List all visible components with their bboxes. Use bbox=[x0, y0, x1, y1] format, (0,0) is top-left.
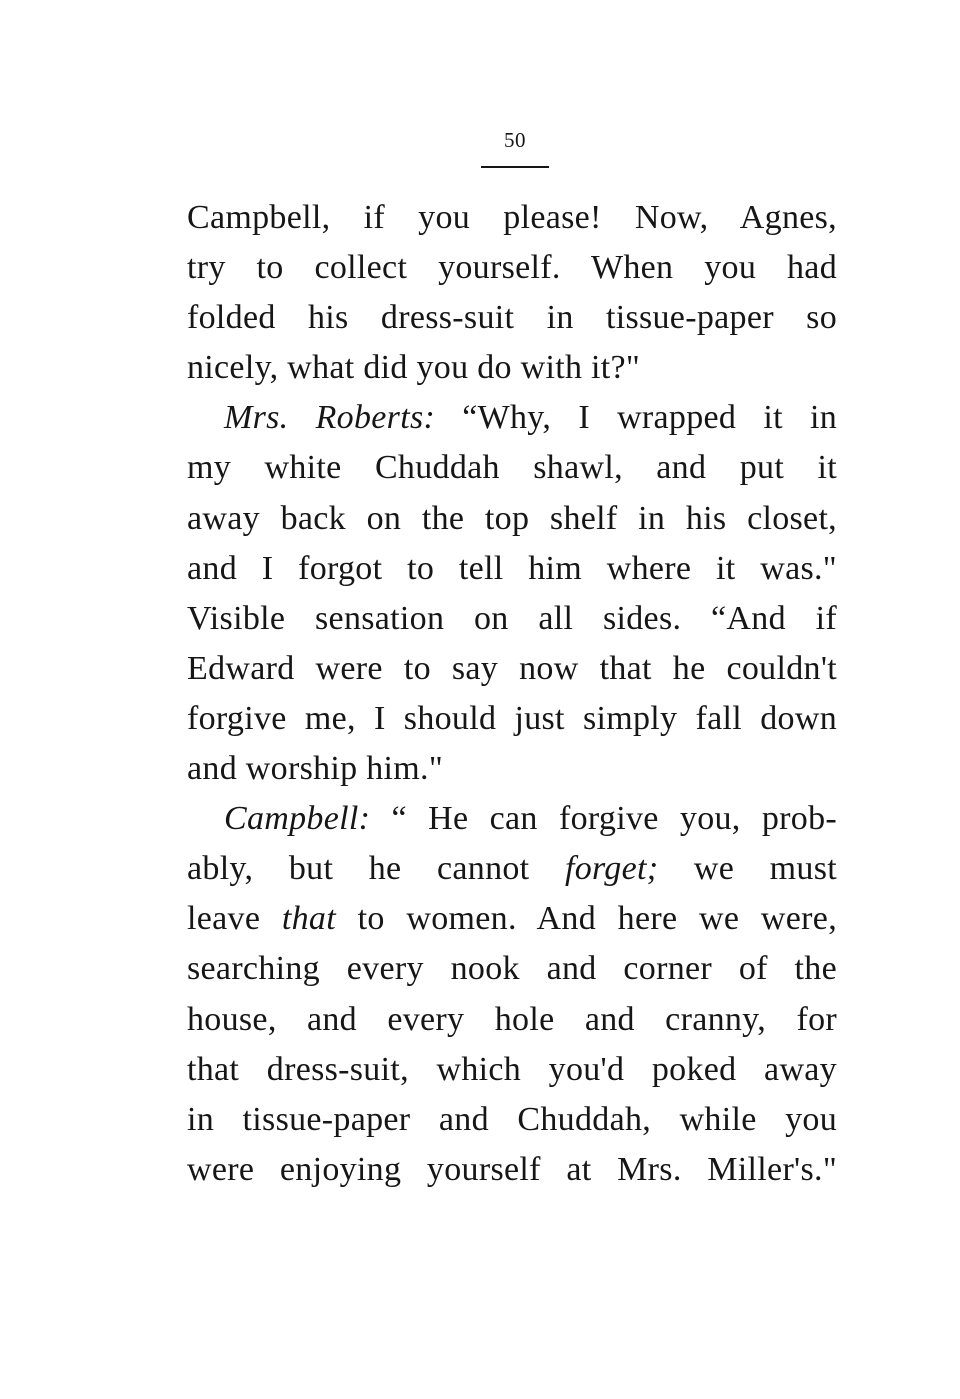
page-number: 50 bbox=[504, 128, 526, 152]
text-line: my white Chuddah shawl, and put it bbox=[187, 449, 837, 487]
header-rule bbox=[481, 166, 549, 168]
text-line: folded his dress-suit in tissue-paper so bbox=[187, 299, 837, 337]
text-line: searching every nook and corner of the bbox=[187, 950, 837, 988]
text-line: and worship him." bbox=[187, 750, 444, 788]
text-line: nicely, what did you do with it?" bbox=[187, 349, 641, 387]
text-line bbox=[187, 393, 837, 443]
line-text: “ He can forgive you, prob- bbox=[370, 800, 837, 838]
text-line: that dress-suit, which you'd poked away bbox=[187, 1050, 837, 1088]
text-line: in tissue-paper and Chuddah, while you bbox=[187, 1100, 837, 1138]
text-line: Edward were to say now that he couldn't bbox=[187, 649, 837, 687]
line-text: to women. And here we were, bbox=[335, 900, 837, 938]
text-line: were enjoying yourself at Mrs. Miller's." bbox=[187, 1150, 837, 1188]
text-line bbox=[187, 794, 837, 844]
text-line: try to collect yourself. When you had bbox=[187, 249, 837, 287]
text-line: and I forgot to tell him where it was." bbox=[187, 549, 837, 587]
line-text: ably, but he cannot bbox=[187, 850, 565, 888]
line-text: we must bbox=[658, 850, 837, 888]
text-line: Campbell, if you please! Now, Agnes, bbox=[187, 199, 837, 236]
speaker-name: Campbell: bbox=[224, 800, 371, 838]
speaker-name: Mrs. Roberts: bbox=[224, 399, 436, 437]
text-line bbox=[187, 844, 837, 894]
emphasis-text: that bbox=[281, 900, 336, 938]
line-text: “Why, I wrapped it in bbox=[435, 399, 837, 437]
text-line: away back on the top shelf in his closet, bbox=[187, 499, 837, 537]
text-line: house, and every hole and cranny, for bbox=[187, 1000, 837, 1038]
text-line: Visible sensation on all sides. “And if bbox=[187, 599, 837, 637]
line-text: leave bbox=[187, 900, 282, 938]
emphasis-text: forget; bbox=[564, 850, 659, 888]
text-line bbox=[187, 894, 837, 944]
body-text bbox=[187, 193, 837, 1195]
text-line: forgive me, I should just simply fall down bbox=[187, 699, 837, 737]
